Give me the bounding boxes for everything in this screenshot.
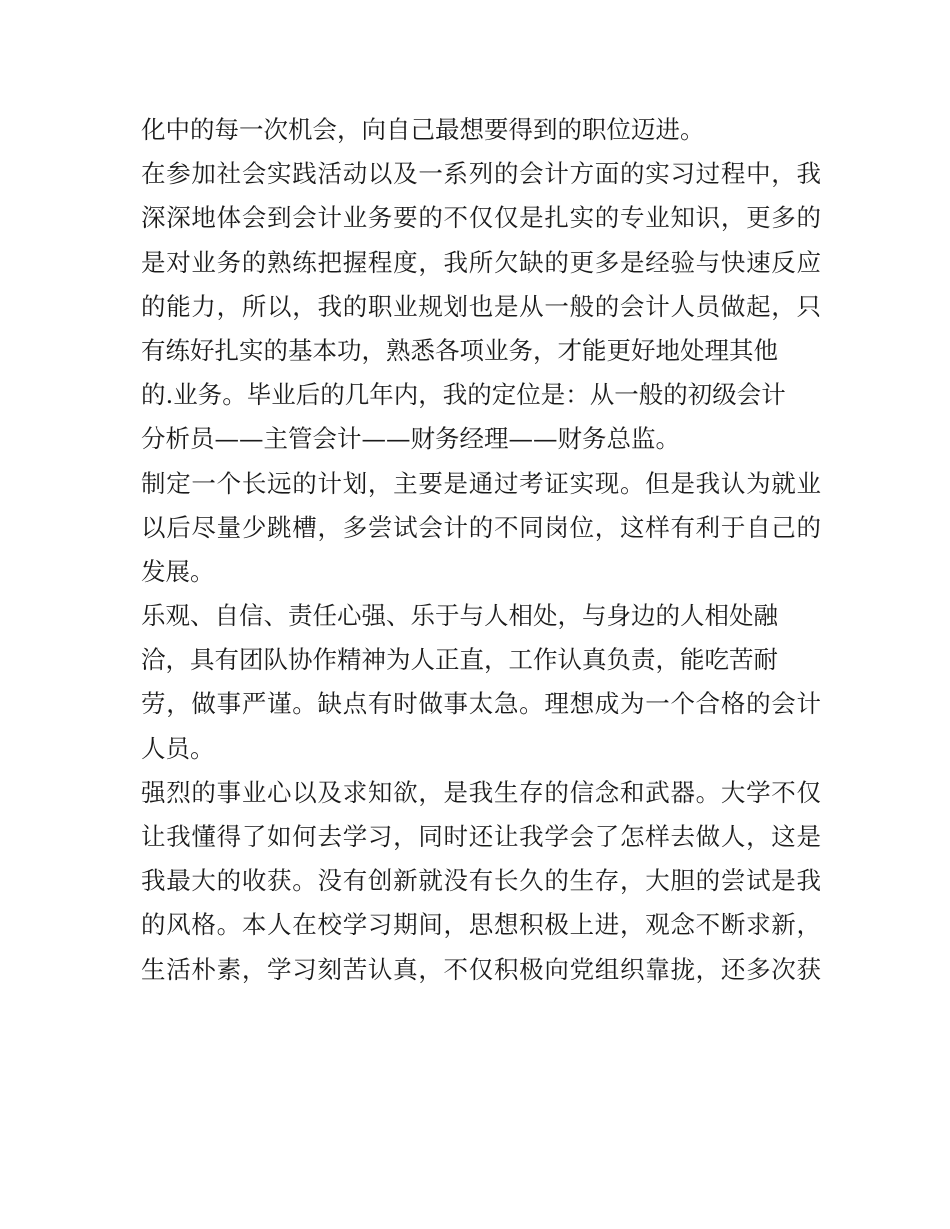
text-line: 的.业务。毕业后的几年内，我的定位是：从一般的初级会计 — [141, 380, 786, 410]
text-line: 我最大的收获。没有创新就没有长久的生存，大胆的尝试是我 — [141, 866, 821, 896]
text-line: 洽，具有团队协作精神为人正直，工作认真负责，能吃苦耐 — [141, 645, 778, 675]
text-line: 强烈的事业心以及求知欲，是我生存的信念和武器。大学不仅 — [141, 777, 821, 807]
text-line: 有练好扎实的基本功，熟悉各项业务，才能更好地处理其他 — [141, 335, 778, 365]
text-line: 发展。 — [141, 556, 215, 586]
body-text — [141, 108, 821, 992]
text-line: 以后尽量少跳槽，多尝试会计的不同岗位，这样有利于自己的 — [141, 512, 821, 542]
text-line: 化中的每一次机会，向自己最想要得到的职位迈进。 — [141, 115, 705, 144]
text-line: 人员。 — [141, 733, 215, 763]
text-line: 乐观、自信、责任心强、乐于与人相处，与身边的人相处融 — [141, 601, 778, 631]
text-line: 的能力，所以，我的职业规划也是从一般的会计人员做起，只 — [141, 291, 821, 321]
text-line: 生活朴素，学习刻苦认真，不仅积极向党组织靠拢，还多次获 — [141, 954, 821, 984]
text-line: 在参加社会实践活动以及一系列的会计方面的实习过程中，我 — [141, 159, 821, 189]
text-line: 深深地体会到会计业务要的不仅仅是扎实的专业知识，更多的 — [141, 203, 821, 233]
text-line: 是对业务的熟练把握程度，我所欠缺的更多是经验与快速反应 — [141, 247, 821, 277]
text-line: 分析员——主管会计——财务经理——财务总监。 — [141, 424, 680, 454]
text-line: 的风格。本人在校学习期间，思想积极上进，观念不断求新， — [141, 910, 821, 940]
text-line: 制定一个长远的计划，主要是通过考证实现。但是我认为就业 — [141, 468, 821, 498]
text-line: 让我懂得了如何去学习，同时还让我学会了怎样去做人，这是 — [141, 822, 821, 851]
text-line: 劳，做事严谨。缺点有时做事太急。理想成为一个合格的会计 — [141, 689, 821, 719]
